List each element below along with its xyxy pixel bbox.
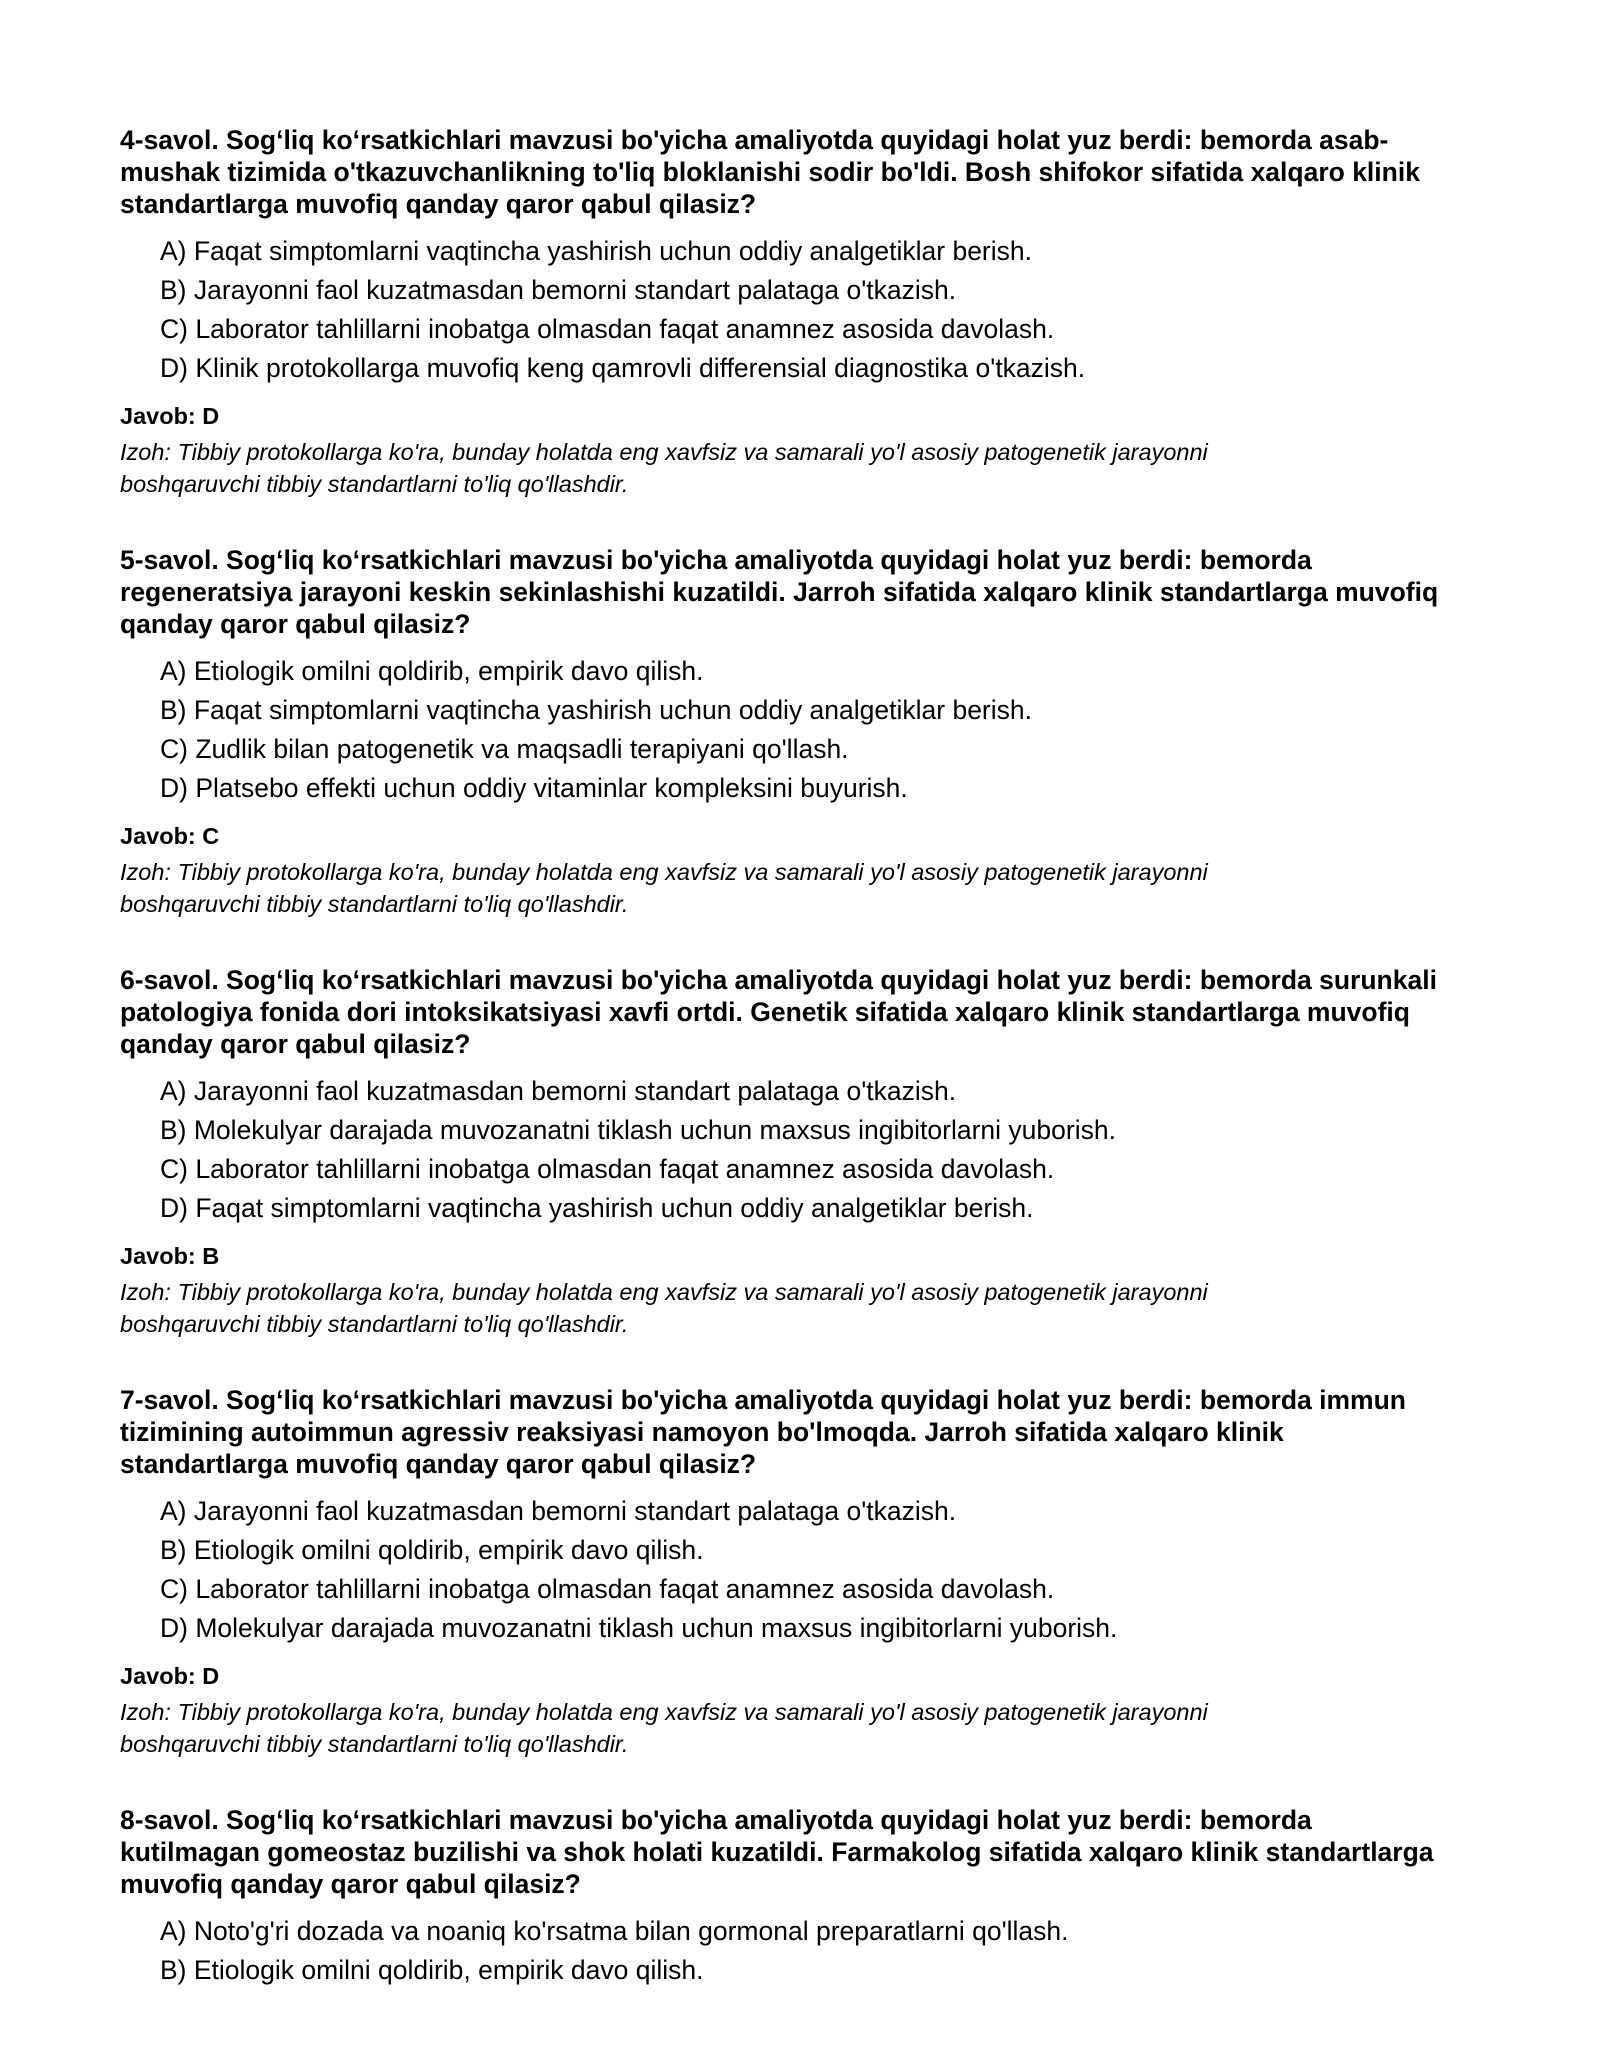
question-title: 6-savol. Sog‘liq ko‘rsatkichlari mavzusi bo'yicha amaliyotda quyidagi holat yuz berdi: bemorda surunkali patologiya fonida dori intoksikatsiyasi xavfi ortdi. Genetik sifatida xalqaro klinik standartlarga muvofiq qanday qaror qabul qilasiz?	[120, 965, 1437, 1059]
question-7	[120, 1384, 1450, 1760]
question-title: 7-savol. Sog‘liq ko‘rsatkichlari mavzusi bo'yicha amaliyotda quyidagi holat yuz berdi: bemorda immun tizimining autoimmun agressiv reaksiyasi namoyon bo'lmoqda. Jarroh sifatida xalqaro klinik standartlarga muvofiq qanday qaror qabul qilasiz?	[120, 1385, 1406, 1479]
question-4	[120, 124, 1450, 500]
explanation-note: Izoh: Tibbiy protokollarga ko'ra, bunday holatda eng xavfsiz va samarali yo'l asosiy patogenetik jarayonni boshqaruvchi tibbiy standartlarni to'liq qo'llashdir.	[120, 1279, 1208, 1337]
document-page	[120, 124, 1450, 2034]
answer-label: Javob: D	[120, 403, 220, 429]
question-title: 4-savol. Sog‘liq ko‘rsatkichlari mavzusi bo'yicha amaliyotda quyidagi holat yuz berdi: bemorda asab-mushak tizimida o'tkazuvchanlikning to'liq bloklanishi sodir bo'ldi. Bosh shifokor sifatida xalqaro klinik standartlarga muvofiq qanday qaror qabul qilasiz?	[120, 125, 1420, 219]
question-5	[120, 544, 1450, 920]
option-b: B) Faqat simptomlarni vaqtincha yashirish uchun oddiy analgetiklar berish.	[160, 695, 1032, 725]
option-a: A) Faqat simptomlarni vaqtincha yashirish uchun oddiy analgetiklar berish.	[160, 236, 1032, 266]
option-d: D) Faqat simptomlarni vaqtincha yashirish uchun oddiy analgetiklar berish.	[160, 1193, 1034, 1223]
option-a: A) Jarayonni faol kuzatmasdan bemorni standart palataga o'tkazish.	[160, 1496, 957, 1526]
explanation-note: Izoh: Tibbiy protokollarga ko'ra, bunday holatda eng xavfsiz va samarali yo'l asosiy patogenetik jarayonni boshqaruvchi tibbiy standartlarni to'liq qo'llashdir.	[120, 439, 1208, 497]
option-b: B) Etiologik omilni qoldirib, empirik davo qilish.	[160, 1955, 704, 1985]
option-d: D) Platsebo effekti uchun oddiy vitaminlar kompleksini buyurish.	[160, 773, 908, 803]
question-8	[120, 1804, 1450, 1990]
question-6	[120, 964, 1450, 1340]
option-list	[160, 1072, 1450, 1228]
question-title: 8-savol. Sog‘liq ko‘rsatkichlari mavzusi bo'yicha amaliyotda quyidagi holat yuz berdi: bemorda kutilmagan gomeostaz buzilishi va shok holati kuzatildi. Farmakolog sifatida xalqaro klinik standartlarga muvofiq qanday qaror qabul qilasiz?	[120, 1805, 1434, 1899]
option-a: A) Noto'g'ri dozada va noaniq ko'rsatma bilan gormonal preparatlarni qo'llash.	[160, 1916, 1069, 1946]
option-d: D) Molekulyar darajada muvozanatni tiklash uchun maxsus ingibitorlarni yuborish.	[160, 1613, 1118, 1643]
option-a: A) Jarayonni faol kuzatmasdan bemorni standart palataga o'tkazish.	[160, 1076, 957, 1106]
option-a: A) Etiologik omilni qoldirib, empirik davo qilish.	[160, 656, 704, 686]
option-c: C) Laborator tahlillarni inobatga olmasdan faqat anamnez asosida davolash.	[160, 314, 1055, 344]
option-list	[160, 1492, 1450, 1648]
question-title: 5-savol. Sog‘liq ko‘rsatkichlari mavzusi bo'yicha amaliyotda quyidagi holat yuz berdi: bemorda regeneratsiya jarayoni keskin sekinlashishi kuzatildi. Jarroh sifatida xalqaro klinik standartlarga muvofiq qanday qaror qabul qilasiz?	[120, 545, 1439, 639]
answer-label: Javob: C	[120, 823, 220, 849]
option-c: C) Laborator tahlillarni inobatga olmasdan faqat anamnez asosida davolash.	[160, 1154, 1055, 1184]
option-c: C) Zudlik bilan patogenetik va maqsadli terapiyani qo'llash.	[160, 734, 849, 764]
answer-label: Javob: D	[120, 1663, 220, 1689]
explanation-note: Izoh: Tibbiy protokollarga ko'ra, bunday holatda eng xavfsiz va samarali yo'l asosiy patogenetik jarayonni boshqaruvchi tibbiy standartlarni to'liq qo'llashdir.	[120, 1699, 1208, 1757]
option-b: B) Jarayonni faol kuzatmasdan bemorni standart palataga o'tkazish.	[160, 275, 957, 305]
explanation-note: Izoh: Tibbiy protokollarga ko'ra, bunday holatda eng xavfsiz va samarali yo'l asosiy patogenetik jarayonni boshqaruvchi tibbiy standartlarni to'liq qo'llashdir.	[120, 859, 1208, 917]
option-list	[160, 232, 1450, 388]
option-b: B) Molekulyar darajada muvozanatni tiklash uchun maxsus ingibitorlarni yuborish.	[160, 1115, 1116, 1145]
option-c: C) Laborator tahlillarni inobatga olmasdan faqat anamnez asosida davolash.	[160, 1574, 1055, 1604]
answer-label: Javob: B	[120, 1243, 220, 1269]
option-list	[160, 652, 1450, 808]
option-list	[160, 1912, 1450, 1990]
option-b: B) Etiologik omilni qoldirib, empirik davo qilish.	[160, 1535, 704, 1565]
option-d: D) Klinik protokollarga muvofiq keng qamrovli differensial diagnostika o'tkazish.	[160, 353, 1086, 383]
